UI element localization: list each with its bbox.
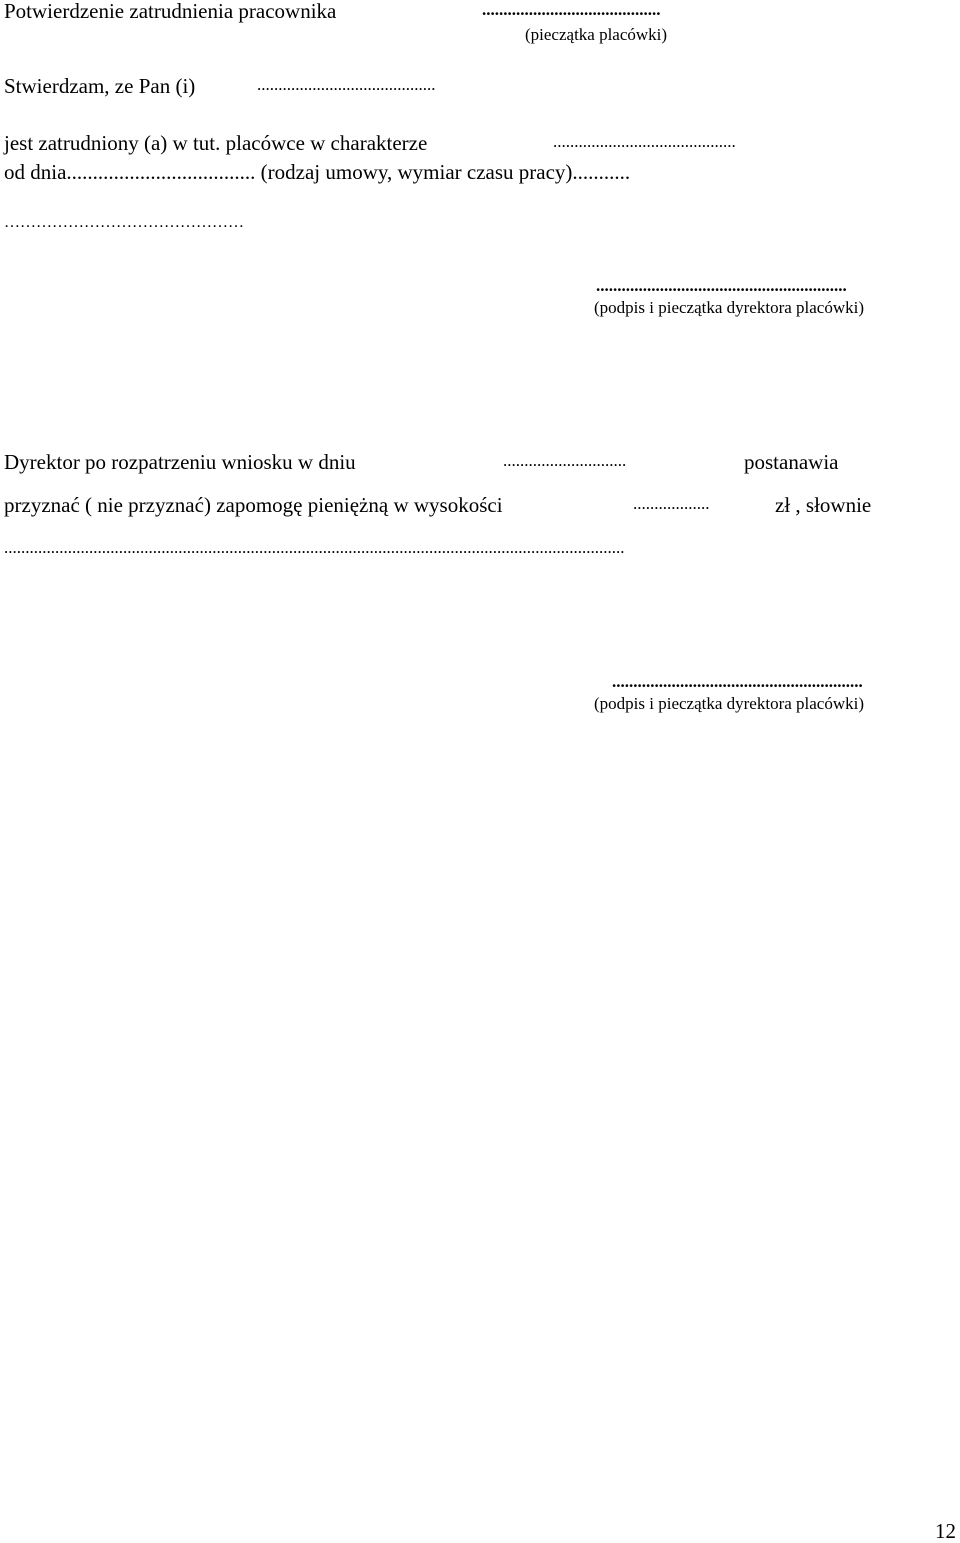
decision-line2-label: przyznać ( nie przyznać) zapomogę pieniężną w wysokości — [4, 493, 503, 517]
amount-dots: .................. — [633, 494, 710, 513]
from-date-line — [4, 162, 630, 183]
document-title: Potwierdzenie zatrudnienia pracownika — [4, 0, 337, 23]
extra-dotted-line: ……………………………………… — [4, 214, 244, 231]
signature-2-dots: ........................................................... — [612, 672, 863, 691]
decision-date-dots: ............................. — [503, 451, 627, 470]
page-number: 12 — [935, 1519, 956, 1543]
contract-dots: ........... — [572, 160, 631, 184]
decision-line1-label: Dyrektor po rozpatrzeniu wniosku w dniu — [4, 450, 356, 474]
employee-name-dots: .......................................... — [257, 75, 436, 94]
amount-in-words-dots: .................................................................................................................................................. — [4, 539, 625, 556]
decision-line1-end: postanawia — [744, 450, 839, 474]
contract-type-label: (rodzaj umowy, wymiar czasu pracy) — [260, 160, 573, 184]
stamp-placeholder-dots: .......................................... — [482, 0, 661, 19]
stamp-caption: (pieczątka placówki) — [525, 25, 668, 44]
statement-label: Stwierdzam, ze Pan (i) — [4, 74, 196, 98]
from-date-dots: .................................... — [66, 160, 256, 184]
position-dots: ........................................... — [553, 132, 736, 151]
signature-2-caption: (podpis i pieczątka dyrektora placówki) — [594, 694, 865, 713]
signature-1-caption: (podpis i pieczątka dyrektora placówki) — [594, 298, 865, 317]
signature-1-dots: ........................................................... — [596, 276, 847, 295]
from-date-label: od dnia — [4, 160, 67, 184]
currency-words-label: zł , słownie — [775, 493, 872, 517]
employed-as-label: jest zatrudniony (a) w tut. placówce w charakterze — [4, 131, 428, 155]
